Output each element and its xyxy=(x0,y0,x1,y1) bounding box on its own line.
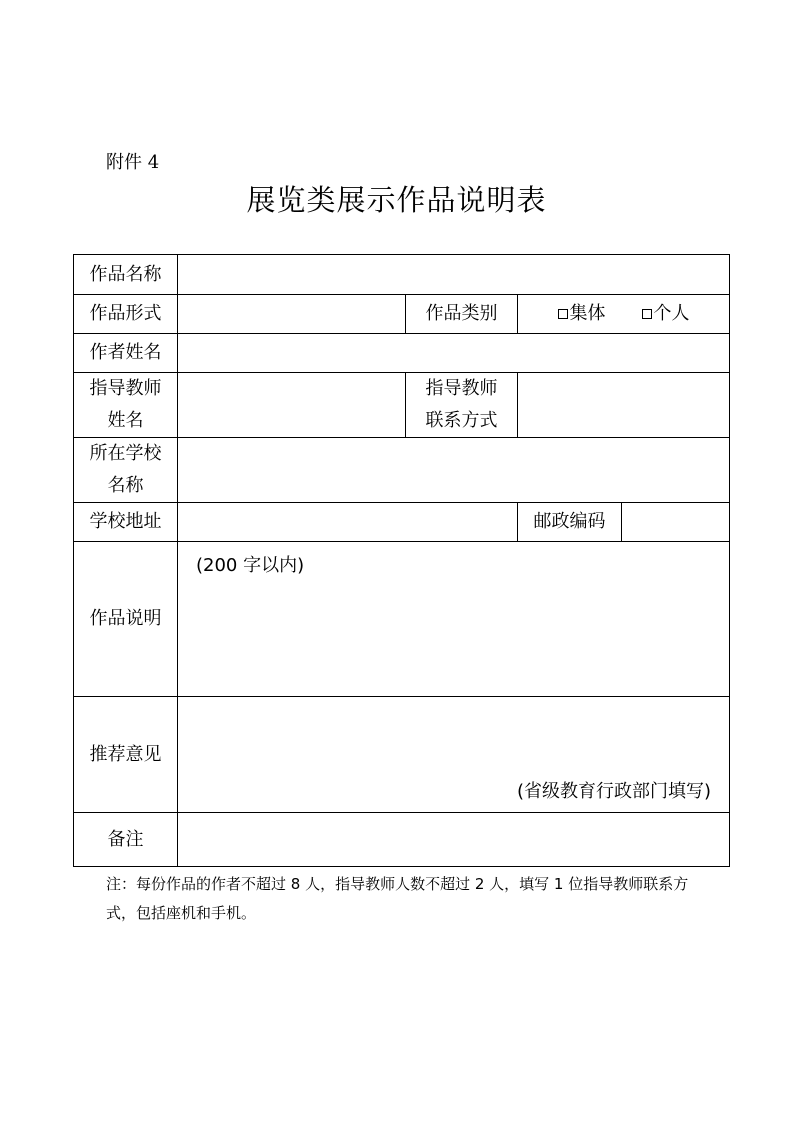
teacher-contact-field[interactable] xyxy=(518,373,730,438)
checkbox-icon[interactable] xyxy=(642,309,652,319)
author-name-field[interactable] xyxy=(178,334,730,373)
school-name-field[interactable] xyxy=(178,438,730,503)
school-name-label-line2: 名称 xyxy=(107,475,144,496)
category-option-individual[interactable] xyxy=(642,298,690,330)
school-name-label xyxy=(74,438,178,503)
school-address-field[interactable] xyxy=(178,503,518,542)
work-category-options xyxy=(518,295,730,334)
exhibition-form-table xyxy=(73,254,730,867)
work-desc-field[interactable] xyxy=(178,542,730,697)
work-desc-hint: (200 字以内) xyxy=(196,555,305,576)
teacher-contact-label-line2: 联系方式 xyxy=(425,410,498,431)
teacher-name-label-line1: 指导教师 xyxy=(89,378,162,399)
category-option-group[interactable] xyxy=(558,298,606,330)
recommend-field[interactable] xyxy=(178,697,730,813)
category-option-label: 个人 xyxy=(653,303,690,324)
row-recommendation xyxy=(74,697,730,813)
author-name-label: 作者姓名 xyxy=(74,334,178,373)
work-name-field[interactable] xyxy=(178,255,730,295)
checkbox-icon[interactable] xyxy=(558,309,568,319)
row-work-name xyxy=(74,255,730,295)
school-name-label-line1: 所在学校 xyxy=(89,443,162,464)
work-category-label: 作品类别 xyxy=(406,295,518,334)
school-address-label: 学校地址 xyxy=(74,503,178,542)
teacher-contact-label xyxy=(406,373,518,438)
work-desc-label: 作品说明 xyxy=(74,542,178,697)
work-form-field[interactable] xyxy=(178,295,406,334)
remarks-field[interactable] xyxy=(178,813,730,867)
teacher-name-label xyxy=(74,373,178,438)
postal-code-label: 邮政编码 xyxy=(518,503,622,542)
recommend-label: 推荐意见 xyxy=(74,697,178,813)
row-school-name xyxy=(74,438,730,503)
row-school-address xyxy=(74,503,730,542)
row-remarks xyxy=(74,813,730,867)
row-work-form xyxy=(74,295,730,334)
page-title: 展览类展示作品说明表 xyxy=(246,183,547,217)
teacher-contact-label-line1: 指导教师 xyxy=(425,378,498,399)
work-form-label: 作品形式 xyxy=(74,295,178,334)
remarks-label: 备注 xyxy=(74,813,178,867)
postal-code-field[interactable] xyxy=(622,503,730,542)
category-option-label: 集体 xyxy=(569,303,606,324)
row-teacher xyxy=(74,373,730,438)
work-name-label: 作品名称 xyxy=(74,255,178,295)
recommend-hint: (省级教育行政部门填写) xyxy=(516,781,711,802)
row-author-name xyxy=(74,334,730,373)
row-work-description xyxy=(74,542,730,697)
footnote: 注：每份作品的作者不超过 8 人，指导教师人数不超过 2 人，填写 1 位指导教师联系方式，包括座机和手机。 xyxy=(106,875,689,922)
teacher-name-label-line2: 姓名 xyxy=(107,410,144,431)
teacher-name-field[interactable] xyxy=(178,373,406,438)
attachment-label: 附件 4 xyxy=(106,152,160,173)
